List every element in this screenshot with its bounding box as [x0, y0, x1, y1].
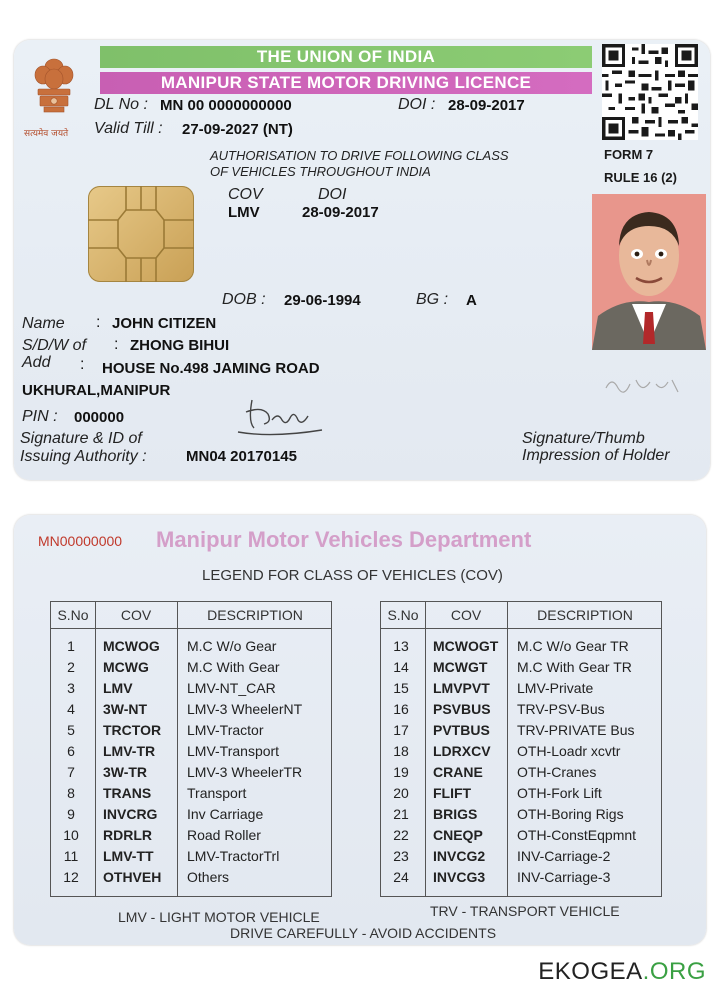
sdw-colon: : — [114, 336, 119, 353]
dob-value: 29-06-1994 — [284, 292, 361, 309]
row-cov: MCWOG — [103, 638, 160, 654]
row-description: Transport — [187, 785, 247, 801]
row-sno: 20 — [393, 785, 409, 801]
licence-back-card — [14, 515, 706, 945]
row-description: LMV-Private — [517, 680, 594, 696]
row-description: TRV-PSV-Bus — [517, 701, 605, 717]
dob-label: DOB : — [222, 291, 266, 308]
row-sno: 14 — [393, 659, 409, 675]
row-sno: 8 — [67, 785, 75, 801]
trv-legend: TRV - TRANSPORT VEHICLE — [430, 903, 620, 919]
row-cov: LMV — [103, 680, 133, 696]
cov-label: COV — [228, 186, 263, 203]
row-description: OTH-Loadr xcvtr — [517, 743, 621, 759]
row-cov: MCWGT — [433, 659, 488, 675]
cov-doi-label: DOI — [318, 186, 347, 203]
site-watermark — [538, 958, 706, 986]
valid-till-value: 27-09-2027 (NT) — [182, 121, 293, 138]
back-licence-number: MN00000000 — [38, 533, 123, 549]
legend-title: LEGEND FOR CLASS OF VEHICLES (COV) — [202, 567, 503, 584]
header-description: DESCRIPTION — [537, 607, 633, 623]
doi-value: 28-09-2017 — [448, 97, 525, 114]
row-sno: 6 — [67, 743, 75, 759]
row-sno: 13 — [393, 638, 409, 654]
authorisation-line-1: AUTHORISATION TO DRIVE FOLLOWING CLASS — [210, 148, 509, 163]
row-cov: OTHVEH — [103, 869, 162, 885]
row-sno: 10 — [63, 827, 79, 843]
authority-id: MN04 20170145 — [186, 448, 297, 465]
cov-value: LMV — [228, 204, 260, 221]
row-sno: 18 — [393, 743, 409, 759]
row-sno: 2 — [67, 659, 75, 675]
row-description: TRV-PRIVATE Bus — [517, 722, 635, 738]
row-cov: CNEQP — [433, 827, 483, 843]
row-cov: CRANE — [433, 764, 483, 780]
holder-signature-line-1: Signature/Thumb — [522, 430, 645, 447]
header-description: DESCRIPTION — [207, 607, 303, 623]
pin-value: 000000 — [74, 409, 125, 426]
row-cov: LMVPVT — [433, 680, 490, 696]
row-sno: 19 — [393, 764, 409, 780]
row-cov: MCWOGT — [433, 638, 499, 654]
drive-carefully-note: DRIVE CAREFULLY - AVOID ACCIDENTS — [230, 925, 497, 941]
union-title-band: THE UNION OF INDIA — [100, 46, 592, 68]
row-description: LMV-Tractor — [187, 722, 264, 738]
row-sno: 7 — [67, 764, 75, 780]
address-line-2: UKHURAL,MANIPUR — [22, 382, 171, 399]
row-sno: 11 — [63, 848, 79, 864]
header-cov: COV — [120, 607, 152, 623]
row-sno: 17 — [393, 722, 409, 738]
row-sno: 4 — [67, 701, 75, 717]
row-description: Road Roller — [187, 827, 261, 843]
row-cov: INVCRG — [103, 806, 158, 822]
form-number: FORM 7 — [604, 147, 654, 162]
row-cov: 3W-NT — [103, 701, 148, 717]
header-sno: S.No — [387, 607, 419, 623]
issuing-authority-signature — [232, 392, 328, 442]
sdw-label: S/D/W of — [22, 337, 87, 354]
pin-label: PIN : — [22, 408, 58, 425]
row-cov: PSVBUS — [433, 701, 491, 717]
dl-no-label: DL No : — [94, 96, 148, 113]
row-cov: BRIGS — [433, 806, 478, 822]
rule-number: RULE 16 (2) — [604, 170, 677, 185]
lmv-legend: LMV - LIGHT MOTOR VEHICLE — [118, 909, 320, 925]
holder-photo — [592, 194, 706, 350]
emblem-motto: सत्यमेव जयते — [24, 129, 69, 139]
row-cov: FLIFT — [433, 785, 472, 801]
row-sno: 22 — [393, 827, 409, 843]
row-sno: 23 — [393, 848, 409, 864]
holder-name: JOHN CITIZEN — [112, 315, 217, 332]
row-description: OTH-ConstEqpmnt — [517, 827, 637, 843]
cov-table-left — [50, 601, 332, 897]
holder-signature — [602, 370, 686, 400]
authorisation-line-2: OF VEHICLES THROUGHOUT INDIA — [210, 164, 431, 179]
row-sno: 3 — [67, 680, 75, 696]
national-emblem-icon — [26, 48, 82, 138]
row-sno: 16 — [393, 701, 409, 717]
row-description: LMV-3 WheelerNT — [187, 701, 303, 717]
address-line-1: HOUSE No.498 JAMING ROAD — [102, 360, 320, 377]
blood-group-label: BG : — [416, 291, 449, 308]
valid-till-label: Valid Till : — [94, 120, 163, 137]
row-description: Inv Carriage — [187, 806, 264, 822]
name-label: Name — [22, 315, 65, 332]
watermark-main: EKOGEA — [538, 958, 643, 985]
row-description: LMV-TractorTrl — [187, 848, 280, 864]
holder-signature-line-2: Impression of Holder — [522, 447, 670, 464]
licence-front-card — [14, 40, 710, 480]
row-sno: 12 — [63, 869, 79, 885]
row-description: M.C W/o Gear — [187, 638, 277, 654]
row-cov: INVCG2 — [433, 848, 486, 864]
row-sno: 1 — [67, 638, 75, 654]
signature-authority-line-1: Signature & ID of — [20, 430, 142, 447]
name-colon: : — [96, 314, 101, 331]
row-cov: LMV-TT — [103, 848, 154, 864]
row-description: INV-Carriage-2 — [517, 848, 611, 864]
smart-chip-icon — [88, 186, 194, 282]
dl-number: MN 00 0000000000 — [160, 97, 292, 114]
row-cov: 3W-TR — [103, 764, 148, 780]
row-cov: MCWG — [103, 659, 149, 675]
row-cov: PVTBUS — [433, 722, 490, 738]
row-description: LMV-Transport — [187, 743, 280, 759]
row-cov: LDRXCV — [433, 743, 491, 759]
row-description: OTH-Boring Rigs — [517, 806, 624, 822]
row-cov: LMV-TR — [103, 743, 156, 759]
address-colon: : — [80, 356, 85, 373]
row-sno: 21 — [393, 806, 409, 822]
state-title-band: MANIPUR STATE MOTOR DRIVING LICENCE — [100, 72, 592, 94]
row-description: Others — [187, 869, 230, 885]
row-cov: TRCTOR — [103, 722, 162, 738]
address-label: Add — [22, 354, 51, 371]
watermark-suffix: .ORG — [642, 958, 706, 985]
row-sno: 24 — [393, 869, 409, 885]
doi-label: DOI : — [398, 96, 436, 113]
qr-code-icon — [602, 44, 698, 140]
row-description: LMV-NT_CAR — [187, 680, 276, 696]
blood-group-value: A — [466, 292, 477, 309]
row-description: INV-Carriage-3 — [517, 869, 611, 885]
signature-authority-line-2: Issuing Authority : — [20, 448, 147, 465]
row-description: M.C W/o Gear TR — [517, 638, 629, 654]
row-sno: 15 — [393, 680, 409, 696]
department-title: Manipur Motor Vehicles Department — [156, 527, 532, 552]
header-cov: COV — [450, 607, 482, 623]
row-cov: TRANS — [103, 785, 152, 801]
row-sno: 9 — [67, 806, 75, 822]
row-cov: RDRLR — [103, 827, 152, 843]
row-description: M.C With Gear — [187, 659, 280, 675]
row-description: LMV-3 WheelerTR — [187, 764, 303, 780]
row-description: OTH-Cranes — [517, 764, 597, 780]
row-description: M.C With Gear TR — [517, 659, 632, 675]
cov-doi-value: 28-09-2017 — [302, 204, 379, 221]
cov-table-right — [380, 601, 662, 897]
header-sno: S.No — [57, 607, 89, 623]
row-description: OTH-Fork Lift — [517, 785, 602, 801]
sdw-value: ZHONG BIHUI — [130, 337, 230, 354]
row-cov: INVCG3 — [433, 869, 486, 885]
row-sno: 5 — [67, 722, 75, 738]
